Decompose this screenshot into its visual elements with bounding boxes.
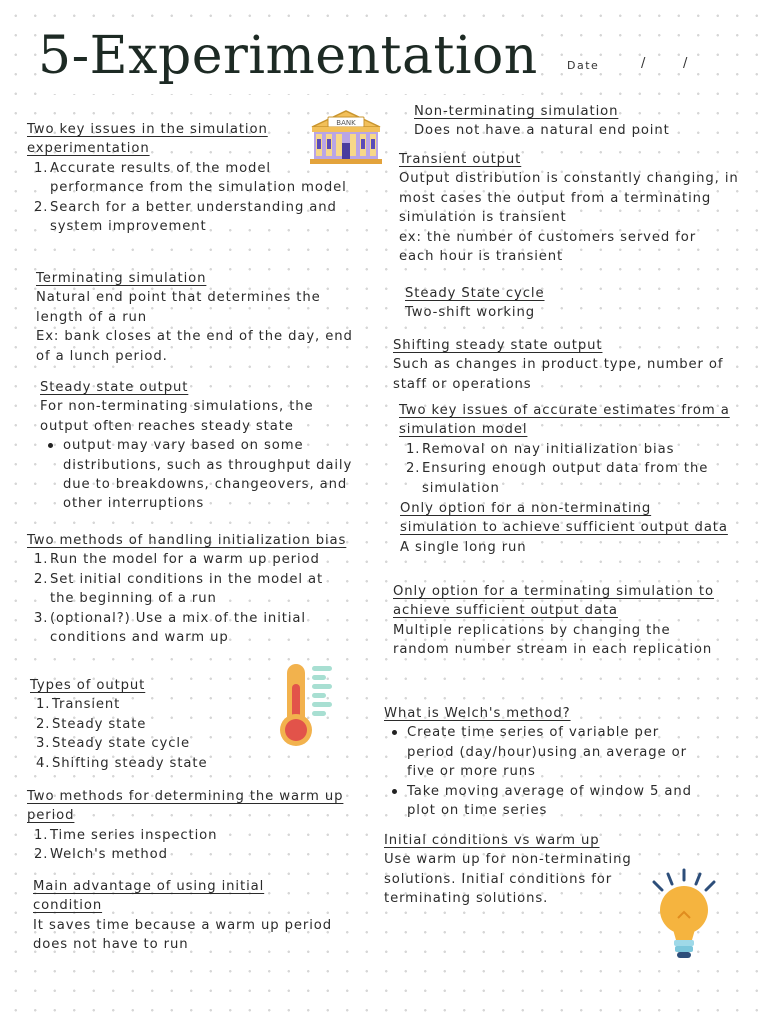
section-transient-output xyxy=(399,150,751,266)
body-text: Multiple replications by changing the random number stream in each replication xyxy=(393,622,713,658)
list-item: 3. (optional?) Use a mix of the initial conditions and warm up xyxy=(34,610,306,646)
date-separator: / xyxy=(641,56,646,71)
body-text: Does not have a natural end point xyxy=(414,123,670,139)
body-text: Use warm up for non-terminating solutions. Initial conditions for terminating solutions. xyxy=(384,852,632,907)
list-item: 3. Steady state cycle xyxy=(36,736,190,752)
body-text: A single long run xyxy=(400,539,527,555)
section-heading: Only option for a terminating simulation to achieve sufficient output data xyxy=(393,584,714,619)
list-item: 1. Removal on nay initialization bias xyxy=(406,441,675,457)
section-heading: Transient output xyxy=(399,152,522,167)
section-heading: Main advantage of using initial condition xyxy=(33,879,265,914)
list-item: 4. Shifting steady state xyxy=(36,755,208,771)
body-text: Ex: bank closes at the end of the day, end of a lunch period. xyxy=(36,329,353,364)
list-item: 1. Accurate results of the model performance from the simulation model xyxy=(34,160,347,196)
list-item: 2. Welch's method xyxy=(34,847,168,863)
list-item: 1. Transient xyxy=(36,697,121,713)
list-item: 1. Run the model for a warm up period xyxy=(34,552,320,568)
list-item: 2. Steady state xyxy=(36,716,147,732)
body-text: Two-shift working xyxy=(405,305,535,321)
section-heading: Two methods of handling initialization bias xyxy=(27,533,347,548)
section-heading: Steady State cycle xyxy=(405,286,545,301)
section-heading: Two key issues in the simulation experimentation xyxy=(27,122,268,157)
section-heading: Two methods for determining the warm up period xyxy=(27,789,344,824)
body-text: Natural end point that determines the length of a run xyxy=(36,290,321,325)
section-heading: Two key issues of accurate estimates from a simulation model xyxy=(399,403,730,438)
section-two-methods-warmup xyxy=(27,787,352,865)
date-separator: / xyxy=(683,56,688,71)
section-shifting-steady-state xyxy=(393,336,738,394)
section-only-option-terminating xyxy=(393,582,723,660)
section-heading: Shifting steady state output xyxy=(393,338,603,353)
section-two-key-accurate xyxy=(399,401,751,498)
section-heading: Steady state output xyxy=(40,380,189,395)
section-heading: Only option for a non-terminating simulation to achieve sufficient output data xyxy=(400,501,728,536)
body-text: Output distribution is constantly changing, in most cases the output from a terminating simulation is transient xyxy=(399,171,739,226)
section-non-terminating xyxy=(414,102,714,141)
section-only-option-nonterminating xyxy=(400,499,730,557)
section-heading: Types of output xyxy=(30,678,146,693)
body-text: ex: the number of customers served for each hour is transient xyxy=(399,229,697,265)
section-heading: Terminating simulation xyxy=(36,271,207,286)
list-item: 2. Set initial conditions in the model at the beginning of a run xyxy=(34,571,324,607)
section-main-advantage xyxy=(33,877,358,955)
bullet-item: Take moving average of window 5 and plot on time series xyxy=(384,782,704,821)
date-label: Date xyxy=(567,59,600,72)
body-text: It saves time because a warm up period does not have to run xyxy=(33,917,333,953)
section-heading: Initial conditions vs warm up xyxy=(384,833,600,848)
section-two-key-issues xyxy=(27,120,347,236)
bullet-item: output may vary based on some distributions, such as throughput daily due to breakdowns, changeovers, and other interruptions xyxy=(40,436,376,514)
section-two-methods-init-bias xyxy=(27,531,357,647)
thermometer-icon xyxy=(278,660,338,748)
bullet-item: Create time series of variable per period (day/hour)using an average or five or more runs xyxy=(384,723,704,781)
section-init-vs-warmup xyxy=(384,831,664,909)
list-item: 1. Time series inspection xyxy=(34,827,218,843)
list-item: 2. Search for a better understanding and system improvement xyxy=(34,199,337,235)
section-steady-state-cycle xyxy=(405,284,705,323)
page-title: 5-Experimentation xyxy=(38,18,538,94)
section-welch xyxy=(384,704,704,820)
bank-label: BANK xyxy=(336,119,356,127)
section-heading: Non-terminating simulation xyxy=(414,104,619,119)
section-heading: What is Welch's method? xyxy=(384,706,571,721)
body-text: Such as changes in product type, number of staff or operations xyxy=(393,357,724,392)
section-steady-state-output xyxy=(40,378,376,514)
section-terminating xyxy=(36,269,356,366)
list-item: 2. Ensuring enough output data from the simulation xyxy=(406,461,709,496)
body-text: For non-terminating simulations, the output often reaches steady state xyxy=(40,399,314,434)
section-types-of-output xyxy=(30,676,270,773)
